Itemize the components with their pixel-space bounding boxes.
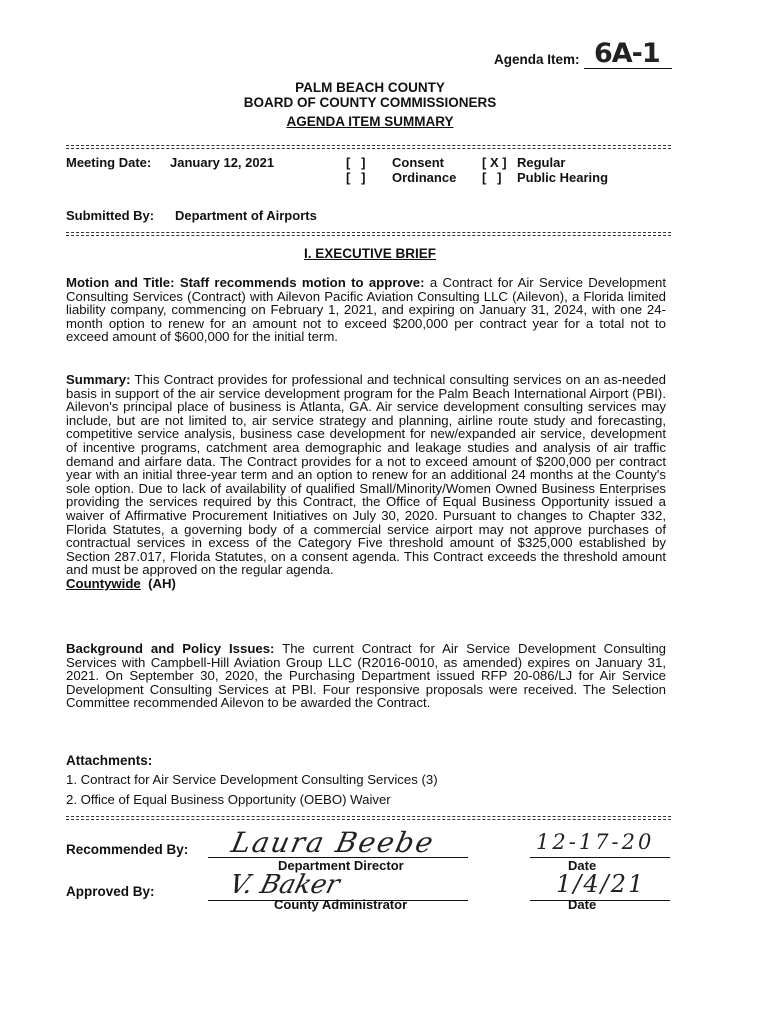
- background-label: Background and Policy Issues:: [66, 641, 275, 656]
- submitted-by-label: Submitted By:: [66, 208, 155, 223]
- attachment-item: 1. Contract for Air Service Development Consulting Services (3): [66, 772, 438, 787]
- county-name: PALM BEACH COUNTY: [295, 80, 445, 95]
- recommended-date-caption: Date: [568, 858, 597, 873]
- ordinance-checkbox: [ ]: [346, 170, 366, 185]
- background-text: The current Contract for Air Service Development Consulting Services with Campbell-Hill Aviation Group LLC (R2016-0010, as amended) expires on January 31, 2021. On September 30, 2020, the Purchasing Department issued RFP 20-086/LJ for Air Service Development Consulting Services at PBI. Four responsive proposals were received. The Selection Committee recommended Ailevon to be awarded the Contract.: [66, 641, 666, 711]
- consent-label: Consent: [392, 155, 444, 170]
- recommended-title: Department Director: [278, 858, 404, 873]
- recommended-date: 12-17-20: [536, 830, 655, 854]
- top-divider: [66, 145, 671, 149]
- agenda-item-number: 6A-1: [594, 38, 660, 69]
- approved-date-line: [530, 900, 670, 901]
- ordinance-label: Ordinance: [392, 170, 457, 185]
- meeting-date-label: Meeting Date:: [66, 155, 152, 170]
- public-hearing-checkbox: [ ]: [482, 170, 502, 185]
- motion-paragraph: [66, 276, 666, 344]
- submitted-by-value: Department of Airports: [175, 208, 317, 223]
- approved-signature: V. Baker: [226, 870, 343, 900]
- recommended-by-label: Recommended By:: [66, 842, 189, 857]
- approved-title: County Administrator: [274, 897, 408, 912]
- countywide-label: Countywide: [66, 575, 141, 591]
- regular-label: Regular: [517, 155, 566, 170]
- meeting-date-value: January 12, 2021: [170, 155, 275, 170]
- middle-divider: [66, 232, 671, 236]
- motion-label: Motion and Title: Staff recommends motion to approve:: [66, 275, 425, 290]
- approved-date: 1/4/21: [556, 870, 646, 898]
- consent-checkbox: [ ]: [346, 155, 366, 170]
- regular-checkbox: [ X ]: [482, 155, 507, 170]
- summary-paragraph: [66, 373, 666, 591]
- section-title: I. EXECUTIVE BRIEF: [303, 246, 437, 261]
- bottom-divider: [66, 816, 671, 820]
- approved-date-caption: Date: [568, 897, 597, 912]
- attachments-label: Attachments:: [66, 753, 153, 768]
- motion-text: a Contract for Air Service Development Consulting Services (Contract) with Ailevon Pacific Aviation Consulting LLC (Ailevon), a Florida limited liability company, commencing on February 1, 2021, and expiring on January 31, 2024, with one 24-month option to renew for an amount not to exceed $200,000 per contract year for a total not to exceed amount of $600,000 for the initial term.: [66, 275, 666, 345]
- recommended-signature: Laura Beebe: [228, 826, 439, 859]
- board-name: BOARD OF COUNTY COMMISSIONERS: [243, 95, 497, 110]
- initials: (AH): [148, 575, 176, 591]
- approved-by-label: Approved By:: [66, 884, 155, 899]
- summary-text: This Contract provides for professional and technical consulting services on an as-needed basis in support of the air service development program for the Palm Beach International Airport (PBI). Ailevon's principal place of business is Atlanta, GA. Air service development consulting services may include, but are not limited to, air service strategy and planning, airline route study and forecasting, competitive service analysis, business case development for new/expanded air service, development of incentive programs, catchment area demographic and leakage studies and analysis of air traffic demand and airfare data. The Contract provides for a not to exceed amount of $200,000 per contract year with an initial three-year term and an option to renew for an additional 24 months at the County's sole option. Due to lack of availability of qualified Small/Minority/Women Owned Business Enterprises providing the services required by this Contract, the Office of Equal Business Opportunity issued a waiver of Affirmative Procurement Initiatives on July 30, 2020. Pursuant to changes to Chapter 332, Florida Statutes, a governing body of a commercial service airport may not approve purchases of contractual services in excess of the Category Five threshold amount of $325,000 established by Section 287.017, Florida Statutes, on a consent agenda. This Contract exceeds the threshold amount and must be approved on the regular agenda.: [66, 372, 666, 578]
- agenda-item-label: Agenda Item:: [494, 52, 580, 67]
- summary-label: Summary:: [66, 372, 131, 387]
- background-paragraph: [66, 642, 666, 710]
- public-hearing-label: Public Hearing: [517, 170, 609, 185]
- attachment-item: 2. Office of Equal Business Opportunity (OEBO) Waiver: [66, 792, 391, 807]
- recommended-date-line: [530, 857, 670, 858]
- agenda-item-underline: [584, 68, 672, 69]
- summary-title: AGENDA ITEM SUMMARY: [286, 114, 454, 129]
